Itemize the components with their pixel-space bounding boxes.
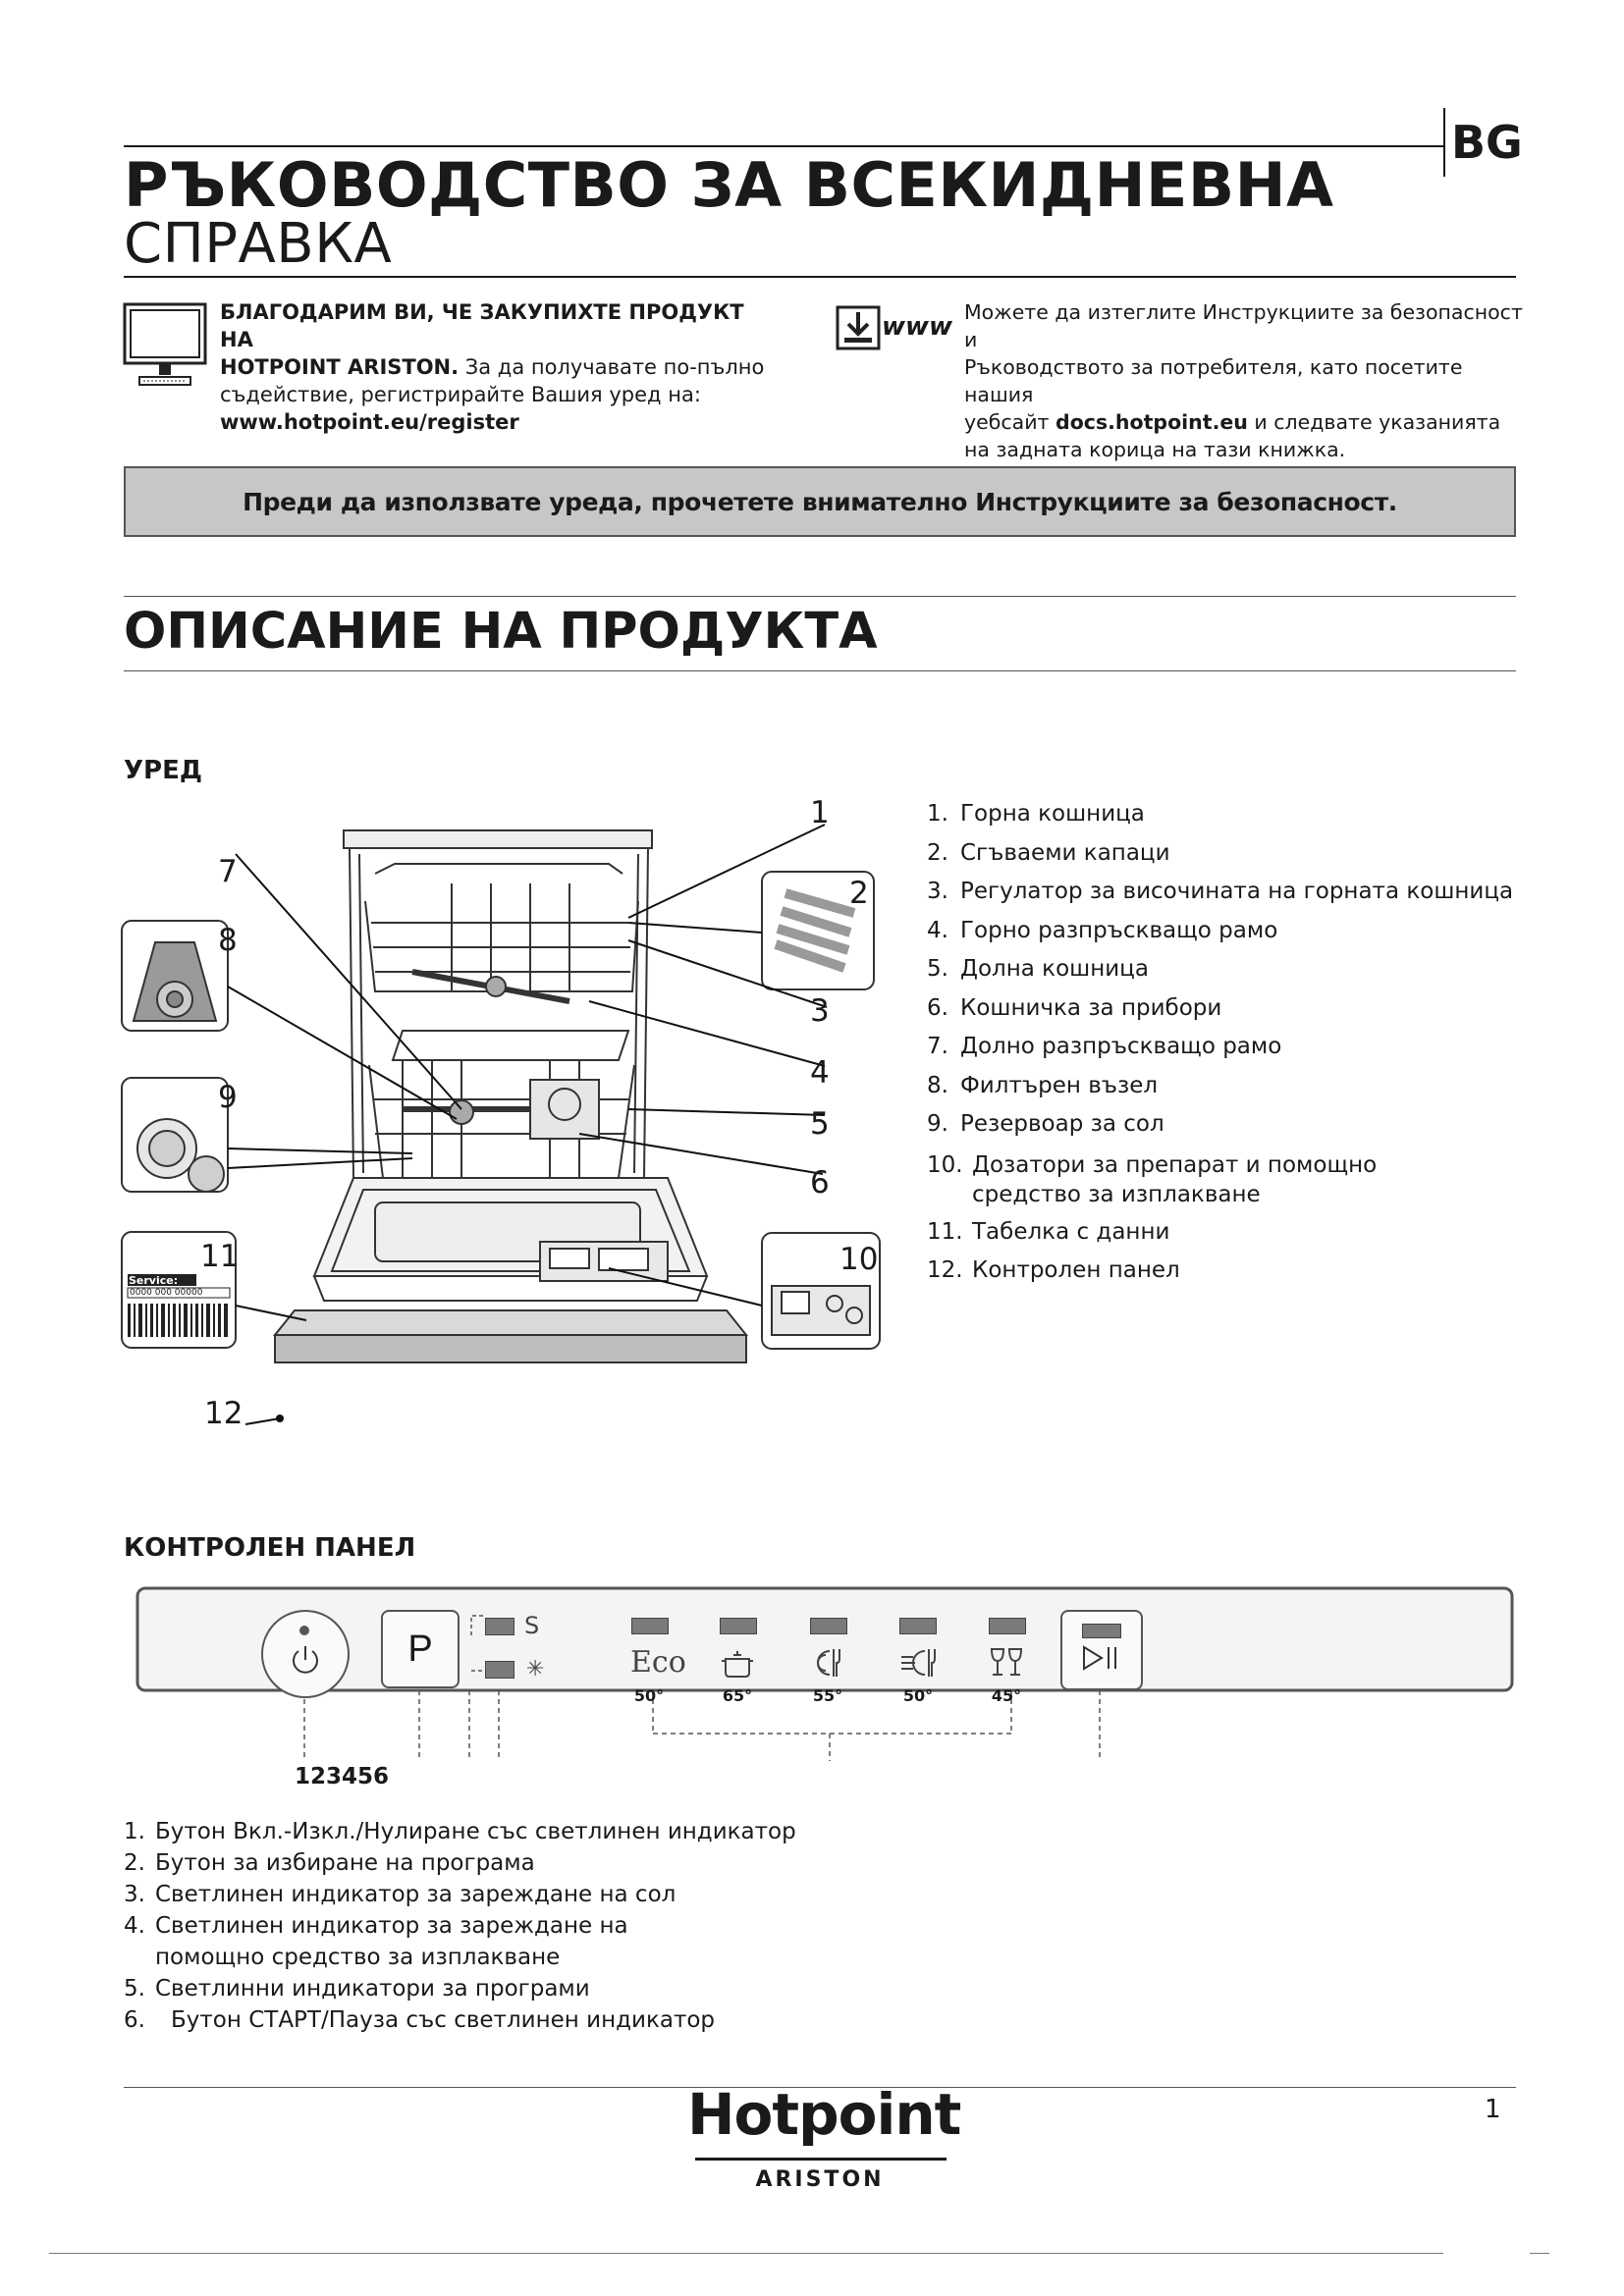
rinse-led xyxy=(485,1661,514,1679)
download-text-2: Ръководството за потребителя, като посетите нашия xyxy=(964,355,1463,406)
callout-7: 7 xyxy=(218,854,238,889)
header-top-rule xyxy=(124,145,1445,147)
section-title: ОПИСАНИЕ НА ПРОДУКТА xyxy=(124,603,878,661)
list-item: 4. Горно разпръскващо рамо xyxy=(927,917,1278,943)
callout-2: 2 xyxy=(849,876,869,911)
download-icon xyxy=(835,304,882,351)
section-top-rule xyxy=(124,596,1516,597)
list-item: 5. Долна кошница xyxy=(927,956,1149,982)
program-temp-2: 65° xyxy=(722,1686,753,1705)
safety-warning-banner: Преди да използвате уреда, прочетете внимателно Инструкциите за безопасност. xyxy=(124,466,1516,537)
program-led-5 xyxy=(989,1618,1026,1634)
list-item: 6. Бутон СТАРТ/Пауза със светлинен индикатор xyxy=(124,2007,716,2033)
brand-logo-sub: ARISTON xyxy=(755,2167,885,2192)
power-led xyxy=(299,1626,309,1635)
parts-list xyxy=(927,795,1516,1291)
appliance-heading: УРЕД xyxy=(124,756,203,785)
program-temp-1: 50° xyxy=(633,1686,665,1705)
callout-3: 3 xyxy=(810,993,830,1029)
callout-5: 5 xyxy=(810,1106,830,1142)
callout-9: 9 xyxy=(218,1080,238,1115)
list-item: 2. Сгъваеми капаци xyxy=(927,839,1170,866)
intro-text-2: съдействие, регистрирайте Вашия уред на: xyxy=(220,383,701,406)
program-led-1 xyxy=(631,1618,669,1634)
plate-cutlery-icon xyxy=(810,1645,845,1681)
power-icon xyxy=(291,1643,320,1675)
intro-brand: HOTPOINT ARISTON. xyxy=(220,355,460,379)
control-callout-numbers: 123456 xyxy=(295,1764,390,1789)
program-led-2 xyxy=(720,1618,757,1634)
register-link[interactable]: www.hotpoint.eu/register xyxy=(220,410,519,434)
list-item: 11. Табелка с данни xyxy=(927,1218,1170,1245)
page-subtitle: СПРАВКА xyxy=(124,212,393,276)
power-button[interactable] xyxy=(261,1610,350,1698)
list-item: 8. Филтърен възел xyxy=(927,1072,1159,1098)
program-temp-5: 45° xyxy=(991,1686,1022,1705)
language-code: BG xyxy=(1451,116,1523,169)
title-bottom-rule xyxy=(124,276,1516,278)
plate-service-label: Service: xyxy=(129,1274,179,1287)
list-item: 2. Бутон за избиране на програма xyxy=(124,1850,535,1876)
callout-10: 10 xyxy=(839,1242,879,1277)
callout-1: 1 xyxy=(810,795,830,830)
list-item: 6. Кошничка за прибори xyxy=(927,994,1222,1021)
list-item: 5. Светлинни индикатори за програми xyxy=(124,1976,590,2002)
program-led-4 xyxy=(899,1618,937,1634)
list-item: 3. Светлинен индикатор за зареждане на сол xyxy=(124,1882,677,1907)
list-item: 3. Регулатор за височината на горната кошница xyxy=(927,879,1514,904)
program-temp-4: 50° xyxy=(902,1686,934,1705)
list-item: 9. Резервоар за сол xyxy=(927,1111,1164,1137)
download-text-3a: уебсайт xyxy=(964,410,1056,434)
play-pause-icon xyxy=(1082,1643,1121,1673)
section-bottom-rule xyxy=(124,670,1516,671)
list-item: 4. Светлинен индикатор за зареждане на помощно средство за изплакване xyxy=(124,1913,628,1970)
list-item: 1. Горна кошница xyxy=(927,801,1145,827)
start-pause-led xyxy=(1082,1624,1121,1638)
intro-thanks-line: БЛАГОДАРИМ ВИ, ЧЕ ЗАКУПИХТЕ ПРОДУКТ НА xyxy=(220,300,744,351)
program-button[interactable]: P xyxy=(381,1610,460,1688)
salt-led xyxy=(485,1618,514,1635)
glasses-icon xyxy=(989,1645,1026,1681)
list-item: 1. Бутон Вкл.-Изкл./Нулиране със светлинен индикатор xyxy=(124,1819,796,1844)
plate-number: 0000 000 00000 xyxy=(130,1288,203,1298)
pot-icon xyxy=(720,1645,755,1681)
intro-download-text xyxy=(964,298,1524,463)
page-bottom-mark xyxy=(1530,2253,1549,2254)
brand-logo: Hotpoint xyxy=(687,2081,961,2148)
callout-8: 8 xyxy=(218,923,238,958)
download-text-3b: и следвате указанията xyxy=(1247,410,1501,434)
page-number: 1 xyxy=(1485,2095,1501,2124)
quick-wash-icon xyxy=(899,1645,939,1681)
rinse-aid-icon: ✳ xyxy=(526,1657,545,1682)
list-item: 12. Контролен панел xyxy=(927,1257,1180,1283)
control-panel-list xyxy=(124,1816,796,2036)
download-text-1: Можете да изтеглите Инструкциите за безопасност и xyxy=(964,300,1523,351)
download-text-4: на задната корица на тази книжка. xyxy=(964,438,1346,461)
program-temp-3: 55° xyxy=(812,1686,843,1705)
start-pause-button[interactable] xyxy=(1060,1610,1143,1690)
salt-symbol: S xyxy=(524,1612,540,1639)
callout-11: 11 xyxy=(200,1239,240,1274)
callout-4: 4 xyxy=(810,1055,830,1091)
computer-monitor-icon xyxy=(122,300,210,393)
header-lang-divider xyxy=(1443,108,1445,177)
www-label: www xyxy=(882,312,953,342)
list-item: 7. Долно разпръскващо рамо xyxy=(927,1034,1282,1059)
eco-icon: Eco xyxy=(630,1645,686,1680)
docs-link[interactable]: docs.hotpoint.eu xyxy=(1056,410,1248,434)
callout-12: 12 xyxy=(204,1396,244,1431)
intro-register-text xyxy=(220,298,770,436)
control-panel-heading: КОНТРОЛЕН ПАНЕЛ xyxy=(124,1533,416,1563)
callout-6: 6 xyxy=(810,1165,830,1201)
list-item: 10. Дозатори за препарат и помощно средство за изплакване xyxy=(927,1151,1378,1207)
page-title: РЪКОВОДСТВО ЗА ВСЕКИДНЕВНА xyxy=(124,149,1334,221)
intro-text-1: За да получавате по-пълно xyxy=(459,355,765,379)
page-bottom-rule xyxy=(49,2253,1443,2254)
program-led-3 xyxy=(810,1618,847,1634)
brand-logo-rule xyxy=(695,2158,947,2161)
